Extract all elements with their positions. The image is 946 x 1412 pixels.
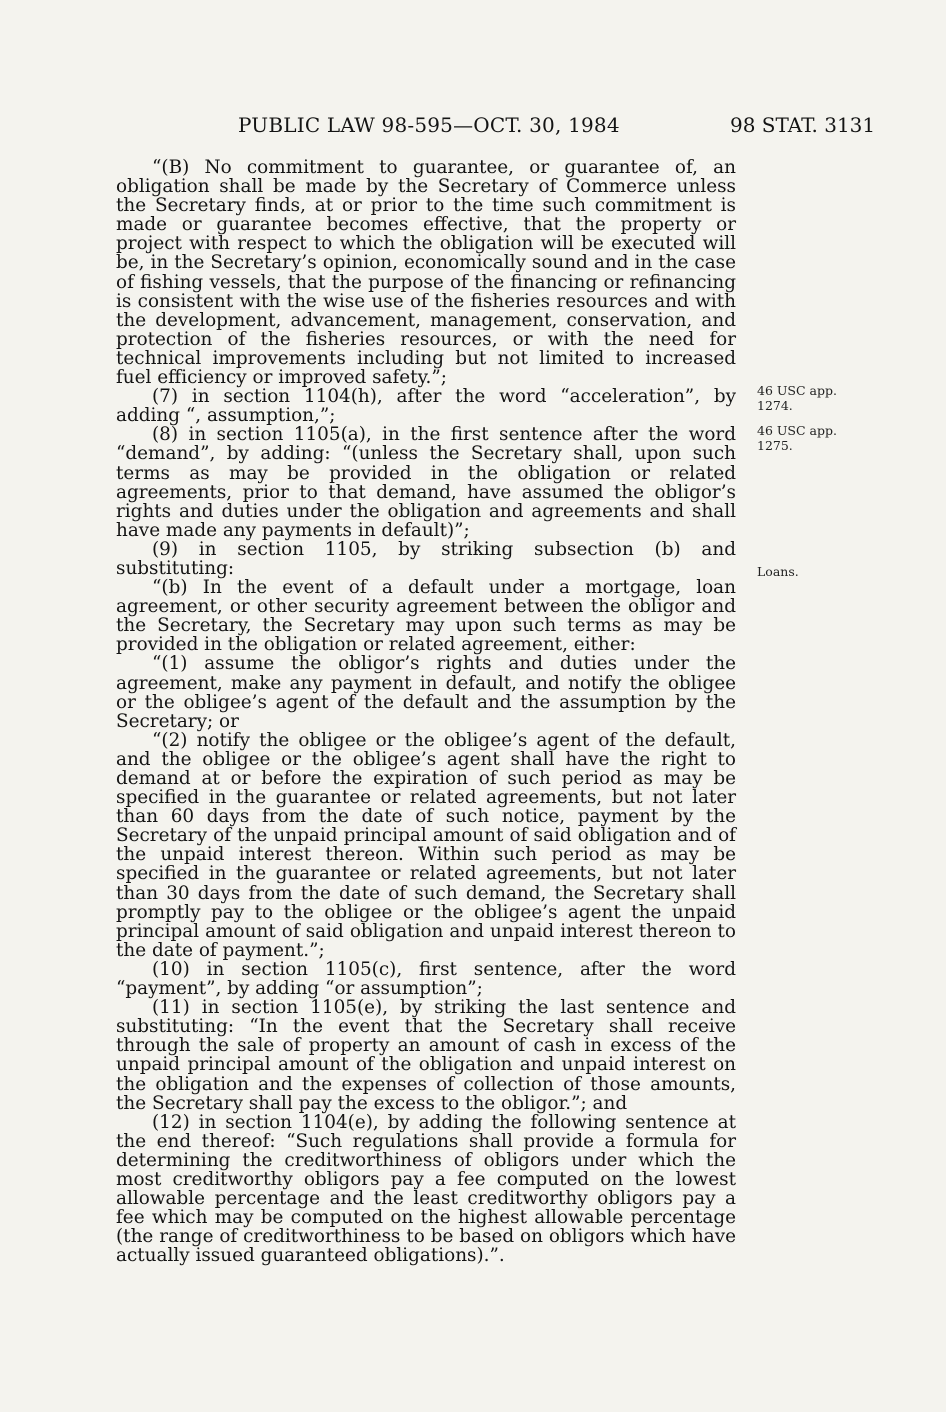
paragraph-clause-1: “(1) assume the obligor’s rights and duties under the agreement, make any payment in default, and notify the obligee or the obligee’s agent of the default and the assumption by the Secretary; or: [116, 653, 736, 732]
page-header-title: PUBLIC LAW 98-595—OCT. 30, 1984: [238, 113, 620, 137]
paragraph-item-11: (11) in section 1105(e), by striking the last sentence and substituting: “In the event that the Secretary shall receive through the sale of property an amount of cash in excess of the unpaid principal amount of the obligation and unpaid interest on the obligation and the expenses of collection of those amounts, the Secretary shall pay the excess to the obligor.”; and: [116, 997, 736, 1114]
paragraph-item-12: (12) in section 1104(e), by adding the following sentence at the end thereof: “Such regulations shall provide a formula for determining the creditworthiness of obligors under which the most creditworthy obligors pay a fee computed on the lowest allowable percentage and the least creditworthy obligors pay a fee which may be computed on the highest allowable percentage (the range of creditworthiness to be based on obligors which have actually issued guaranteed obligations).”.: [116, 1111, 736, 1267]
margin-note-loans: Loans.: [757, 564, 799, 579]
paragraph-item-7: (7) in section 1104(h), after the word “acceleration”, by adding “, assumption,”;: [116, 386, 736, 427]
margin-note-usc-1274: 46 USC app. 1274.: [757, 383, 837, 413]
page-header-stat-ref: 98 STAT. 3131: [730, 113, 876, 137]
paragraph-item-9: (9) in section 1105, by striking subsection (b) and substituting:: [116, 538, 736, 579]
document-body: [116, 158, 736, 1265]
paragraph-subsection-b-default: “(b) In the event of a default under a mortgage, loan agreement, or other security agreement between the obligor and the Secretary, the Secretary may upon such terms as may be provided in the obligation or related agreement, either:: [116, 577, 736, 656]
paragraph-clause-2: “(2) notify the obligee or the obligee’s agent of the default, and the obligee or the obligee’s agent shall have the right to demand at or before the expiration of such period as may be specified in the guarantee or related agreements, but not later than 60 days from the date of such notice, payment by the Secretary of the unpaid principal amount of said obligation and of the unpaid interest thereon. Within such period as may be specified in the guarantee or related agreements, but not later than 30 days from the date of such demand, the Secretary shall promptly pay to the obligee or the obligee’s agent the unpaid principal amount of said obligation and unpaid interest thereon to the date of payment.”;: [116, 729, 736, 961]
paragraph-subsection-b-commitment: “(B) No commitment to guarantee, or guarantee of, an obligation shall be made by the Secretary of Commerce unless the Secretary finds, at or prior to the time such commitment is made or guarantee becomes effective, that the property or project with respect to which the obligation will be executed will be, in the Secretary’s opinion, economically sound and in the case of fishing vessels, that the purpose of the financing or refinancing is consistent with the wise use of the fisheries resources and with the development, advancement, management, conservation, and protection of the fisheries resources, or with the need for technical improvements including but not limited to increased fuel efficiency or improved safety.”;: [116, 157, 736, 389]
margin-note-usc-1275: 46 USC app. 1275.: [757, 423, 837, 453]
paragraph-item-8: (8) in section 1105(a), in the first sentence after the word “demand”, by adding: “(unless the Secretary shall, upon such terms as may be provided in the obligation or related agreements, prior to that demand, have assumed the obligor’s rights and duties under the obligation and agreements and shall have made any payments in default)”;: [116, 424, 736, 541]
paragraph-item-10: (10) in section 1105(c), first sentence, after the word “payment”, by adding “or assumption”;: [116, 958, 736, 1000]
